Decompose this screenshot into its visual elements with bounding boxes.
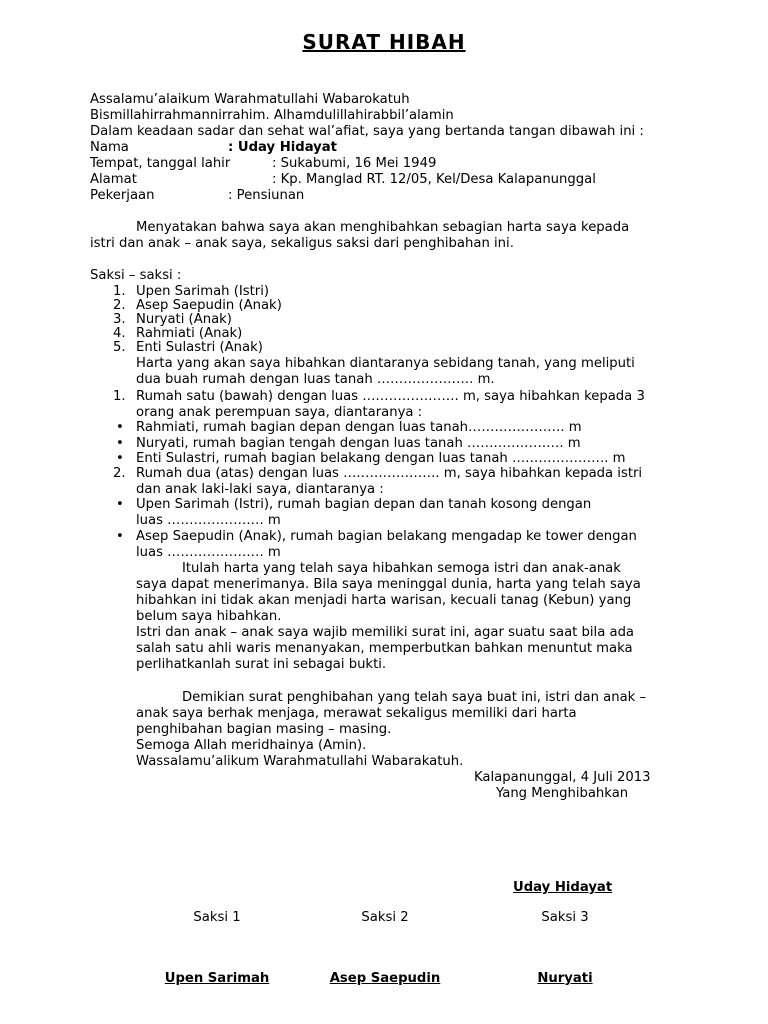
property-intro-line: dua buah rumah dengan luas tanah …………………. m.	[136, 372, 495, 387]
bullet-icon: •	[116, 529, 124, 544]
greeting: Assalamu’alaikum Warahmatullahi Wabarokatuh	[90, 92, 410, 107]
closing-line: belum saya hibahkan.	[136, 609, 282, 624]
witness-signature-label: Saksi 2	[361, 910, 409, 925]
document-title: SURAT HIBAH	[302, 30, 466, 54]
closing-line: Istri dan anak – anak saya wajib memiliki surat ini, agar suatu saat bila ada	[136, 625, 635, 640]
witness-number: 3.	[113, 312, 126, 327]
witness-number: 1.	[113, 284, 126, 299]
closing-line: hibahkan ini tidak akan menjadi harta warisan, kecuali tanag (Kebun) yang	[136, 593, 632, 608]
bullet-icon: •	[116, 436, 124, 451]
declaration-line: Dalam keadaan sadar dan sehat wal’afiat, saya yang bertanda tangan dibawah ini :	[90, 124, 644, 139]
house2-line: dan anak laki-laki saya, diantaranya :	[136, 482, 384, 497]
witness-number: 2.	[113, 298, 126, 313]
house1-bullet: Enti Sulastri, rumah bagian belakang dengan luas tanah …………………. m	[136, 451, 626, 466]
bullet-icon: •	[116, 497, 124, 512]
witness-item: Enti Sulastri (Anak)	[136, 340, 263, 355]
witness-number: 5.	[113, 340, 126, 355]
identity-label-address: Alamat	[90, 172, 137, 187]
closing-line: Demikian surat penghibahan yang telah saya buat ini, istri dan anak –	[182, 690, 647, 705]
witness-signature-label: Saksi 1	[193, 910, 241, 925]
house1-bullet: Rahmiati, rumah bagian depan dengan luas tanah…………………. m	[136, 420, 582, 435]
closing-line: anak saya berhak menjaga, merawat sekaligus memiliki dari harta	[136, 706, 577, 721]
identity-value-name: : Uday Hidayat	[228, 140, 337, 155]
closing-line: perlihatkanlah surat ini sebagai bukti.	[136, 657, 387, 672]
closing-line: penghibahan bagian masing – masing.	[136, 722, 392, 737]
giver-name: Uday Hidayat	[513, 880, 613, 895]
witness-item: Rahmiati (Anak)	[136, 326, 243, 341]
witness-number: 4.	[113, 326, 126, 341]
giver-label: Yang Menghibahkan	[496, 786, 629, 801]
house2-bullet-continued: luas …………………. m	[136, 545, 281, 560]
bullet-icon: •	[116, 451, 124, 466]
identity-value-birth: : Sukabumi, 16 Mei 1949	[272, 156, 437, 171]
identity-label-birth: Tempat, tanggal lahir	[90, 156, 231, 171]
witness-signature-label: Saksi 3	[541, 910, 589, 925]
house1-line: orang anak perempuan saya, diantaranya :	[136, 405, 423, 420]
identity-label-name: Nama	[90, 140, 129, 155]
house2-line: Rumah dua (atas) dengan luas …………………. m, saya hibahkan kepada istri	[136, 466, 643, 481]
bullet-icon: •	[116, 420, 124, 435]
witness-item: Upen Sarimah (Istri)	[136, 284, 270, 299]
closing-line: Itulah harta yang telah saya hibahkan semoga istri dan anak-anak	[182, 561, 621, 576]
house-number: 2.	[113, 466, 126, 481]
closing-line: Wassalamu’alikum Warahmatullahi Wabarakatuh.	[136, 754, 464, 769]
statement-line: Menyatakan bahwa saya akan menghibahkan sebagian harta saya kepada	[136, 220, 630, 235]
witness-signature-name: Upen Sarimah	[164, 971, 270, 986]
closing-line: saya dapat menerimanya. Bila saya meninggal dunia, harta yang telah saya	[136, 577, 641, 592]
bismillah-line: Bismillahirrahmannirrahim. Alhamdulillahirabbil’alamin	[90, 108, 454, 123]
property-intro-line: Harta yang akan saya hibahkan diantaranya sebidang tanah, yang meliputi	[136, 356, 635, 371]
witness-heading: Saksi – saksi :	[90, 268, 182, 283]
house2-bullet-continued: luas …………………. m	[136, 513, 281, 528]
witness-item: Nuryati (Anak)	[136, 312, 232, 327]
witness-signature-name: Nuryati	[537, 971, 593, 986]
house2-bullet: Asep Saepudin (Anak), rumah bagian belakang mengadap ke tower dengan	[136, 529, 637, 544]
closing-line: Semoga Allah meridhainya (Amin).	[136, 738, 367, 753]
house-number: 1.	[113, 389, 126, 404]
witness-signature-name: Asep Saepudin	[329, 971, 441, 986]
closing-line: salah satu ahli waris menanyakan, memperbutkan bahkan menuntut maka	[136, 641, 633, 656]
witness-item: Asep Saepudin (Anak)	[136, 298, 282, 313]
house1-line: Rumah satu (bawah) dengan luas …………………. m, saya hibahkan kepada 3	[136, 389, 645, 404]
statement-line: istri dan anak – anak saya, sekaligus saksi dari penghibahan ini.	[90, 236, 514, 251]
identity-label-job: Pekerjaan	[90, 188, 155, 203]
place-date: Kalapanunggal, 4 Juli 2013	[474, 770, 651, 785]
house1-bullet: Nuryati, rumah bagian tengah dengan luas tanah …………………. m	[136, 436, 581, 451]
house2-bullet: Upen Sarimah (Istri), rumah bagian depan dan tanah kosong dengan	[136, 497, 592, 512]
identity-value-address: : Kp. Manglad RT. 12/05, Kel/Desa Kalapanunggal	[272, 172, 596, 187]
identity-value-job: : Pensiunan	[228, 188, 305, 203]
